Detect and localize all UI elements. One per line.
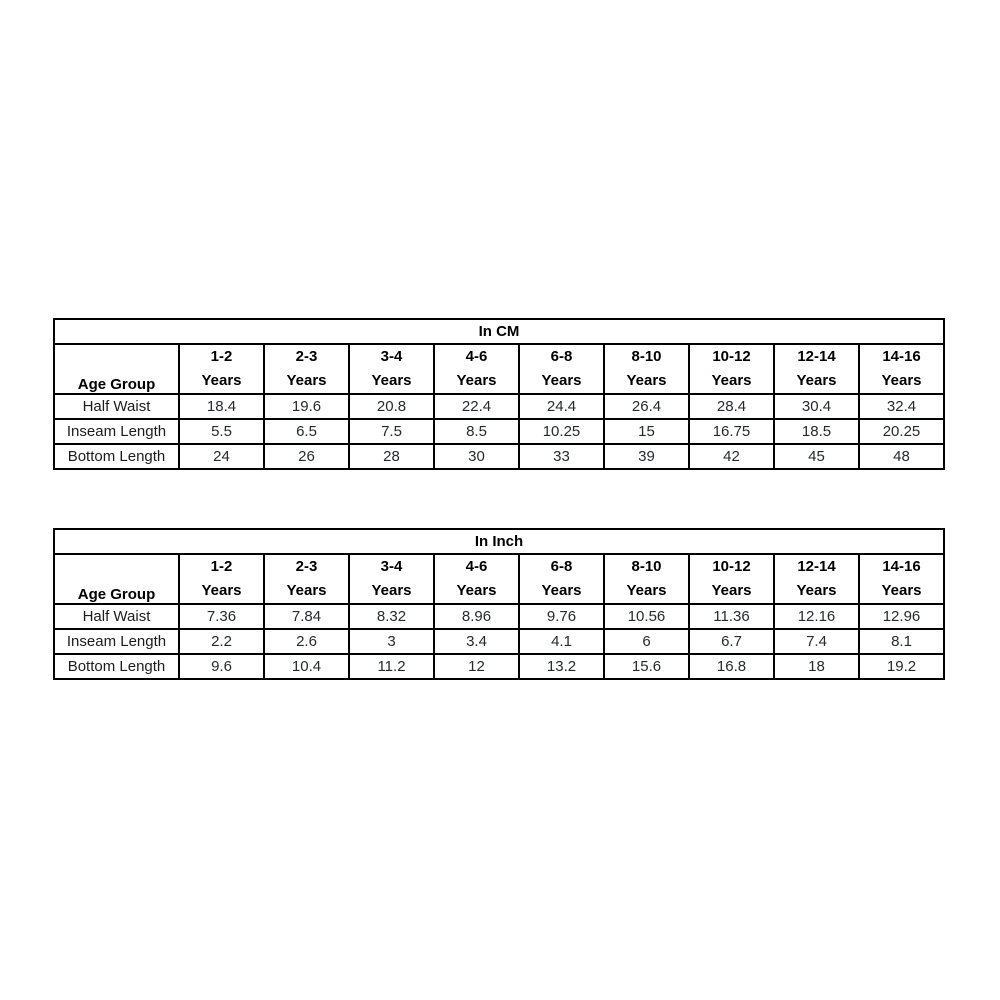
value-cell: 18 xyxy=(774,654,859,679)
column-header-range: 3-4 xyxy=(380,558,403,575)
column-header xyxy=(689,344,774,394)
column-header xyxy=(604,554,689,604)
value-cell: 10.4 xyxy=(264,654,349,679)
value-cell: 10.25 xyxy=(519,419,604,444)
value-cell: 48 xyxy=(859,444,944,469)
row-label: Half Waist xyxy=(54,394,179,419)
value-cell: 13.2 xyxy=(519,654,604,679)
value-cell: 9.6 xyxy=(179,654,264,679)
value-cell: 6.5 xyxy=(264,419,349,444)
value-cell: 33 xyxy=(519,444,604,469)
value-cell: 42 xyxy=(689,444,774,469)
column-header xyxy=(604,344,689,394)
corner-header: Age Group xyxy=(54,554,179,604)
value-cell: 20.8 xyxy=(349,394,434,419)
column-header-range: 3-4 xyxy=(380,348,403,365)
value-cell: 3.4 xyxy=(434,629,519,654)
column-header-range: 2-3 xyxy=(295,558,318,575)
column-header-range: 1-2 xyxy=(210,348,233,365)
value-cell: 8.32 xyxy=(349,604,434,629)
column-header-range: 12-14 xyxy=(797,558,836,575)
column-header-unit: Years xyxy=(796,372,837,389)
table-title-row xyxy=(54,319,944,344)
column-header-unit: Years xyxy=(711,372,752,389)
value-cell: 2.2 xyxy=(179,629,264,654)
column-header xyxy=(264,344,349,394)
column-header-unit: Years xyxy=(881,372,922,389)
size-table-inch xyxy=(53,528,945,680)
value-cell: 7.5 xyxy=(349,419,434,444)
table-row xyxy=(54,394,944,419)
column-header-unit: Years xyxy=(286,582,327,599)
value-cell: 3 xyxy=(349,629,434,654)
column-header-range: 6-8 xyxy=(550,348,573,365)
column-header xyxy=(519,554,604,604)
column-header xyxy=(434,554,519,604)
column-header-unit: Years xyxy=(201,582,242,599)
column-header-range: 14-16 xyxy=(882,558,921,575)
column-header-range: 10-12 xyxy=(712,558,751,575)
column-header-unit: Years xyxy=(796,582,837,599)
column-header-range: 14-16 xyxy=(882,348,921,365)
column-header-unit: Years xyxy=(626,372,667,389)
column-header xyxy=(519,344,604,394)
column-header xyxy=(179,554,264,604)
table-row xyxy=(54,444,944,469)
row-label: Bottom Length xyxy=(54,444,179,469)
column-header-range: 6-8 xyxy=(550,558,573,575)
value-cell: 26 xyxy=(264,444,349,469)
value-cell: 18.4 xyxy=(179,394,264,419)
value-cell: 6 xyxy=(604,629,689,654)
corner-header: Age Group xyxy=(54,344,179,394)
column-header-range: 2-3 xyxy=(295,348,318,365)
value-cell: 45 xyxy=(774,444,859,469)
size-table-cm xyxy=(53,318,945,470)
value-cell: 8.1 xyxy=(859,629,944,654)
table-header-row xyxy=(54,554,944,604)
value-cell: 8.96 xyxy=(434,604,519,629)
value-cell: 12 xyxy=(434,654,519,679)
table-row xyxy=(54,604,944,629)
value-cell: 20.25 xyxy=(859,419,944,444)
table-title-row xyxy=(54,529,944,554)
column-header-unit: Years xyxy=(626,582,667,599)
value-cell: 26.4 xyxy=(604,394,689,419)
value-cell: 12.16 xyxy=(774,604,859,629)
column-header xyxy=(859,344,944,394)
row-label: Half Waist xyxy=(54,604,179,629)
value-cell: 12.96 xyxy=(859,604,944,629)
value-cell: 30.4 xyxy=(774,394,859,419)
column-header-unit: Years xyxy=(371,582,412,599)
column-header xyxy=(434,344,519,394)
table-row xyxy=(54,654,944,679)
value-cell: 15.6 xyxy=(604,654,689,679)
value-cell: 16.8 xyxy=(689,654,774,679)
value-cell: 32.4 xyxy=(859,394,944,419)
column-header xyxy=(689,554,774,604)
column-header xyxy=(349,554,434,604)
column-header-unit: Years xyxy=(881,582,922,599)
value-cell: 39 xyxy=(604,444,689,469)
value-cell: 28 xyxy=(349,444,434,469)
value-cell: 11.2 xyxy=(349,654,434,679)
column-header-range: 10-12 xyxy=(712,348,751,365)
row-label: Bottom Length xyxy=(54,654,179,679)
column-header xyxy=(264,554,349,604)
value-cell: 19.6 xyxy=(264,394,349,419)
column-header-unit: Years xyxy=(201,372,242,389)
value-cell: 16.75 xyxy=(689,419,774,444)
value-cell: 7.84 xyxy=(264,604,349,629)
column-header-unit: Years xyxy=(541,372,582,389)
value-cell: 18.5 xyxy=(774,419,859,444)
value-cell: 19.2 xyxy=(859,654,944,679)
value-cell: 7.4 xyxy=(774,629,859,654)
column-header-range: 12-14 xyxy=(797,348,836,365)
table-title: In CM xyxy=(54,319,944,344)
value-cell: 4.1 xyxy=(519,629,604,654)
column-header-unit: Years xyxy=(371,372,412,389)
table-title: In Inch xyxy=(54,529,944,554)
column-header-range: 4-6 xyxy=(465,348,488,365)
column-header-range: 8-10 xyxy=(631,558,662,575)
column-header-unit: Years xyxy=(286,372,327,389)
value-cell: 7.36 xyxy=(179,604,264,629)
column-header-range: 1-2 xyxy=(210,558,233,575)
value-cell: 24 xyxy=(179,444,264,469)
value-cell: 24.4 xyxy=(519,394,604,419)
value-cell: 28.4 xyxy=(689,394,774,419)
column-header xyxy=(179,344,264,394)
value-cell: 30 xyxy=(434,444,519,469)
column-header-range: 8-10 xyxy=(631,348,662,365)
column-header-unit: Years xyxy=(711,582,752,599)
row-label: Inseam Length xyxy=(54,629,179,654)
column-header xyxy=(774,344,859,394)
column-header-range: 4-6 xyxy=(465,558,488,575)
value-cell: 2.6 xyxy=(264,629,349,654)
value-cell: 9.76 xyxy=(519,604,604,629)
row-label: Inseam Length xyxy=(54,419,179,444)
table-header-row xyxy=(54,344,944,394)
column-header xyxy=(774,554,859,604)
column-header-unit: Years xyxy=(456,372,497,389)
column-header-unit: Years xyxy=(541,582,582,599)
value-cell: 5.5 xyxy=(179,419,264,444)
value-cell: 15 xyxy=(604,419,689,444)
value-cell: 6.7 xyxy=(689,629,774,654)
column-header xyxy=(349,344,434,394)
value-cell: 10.56 xyxy=(604,604,689,629)
column-header-unit: Years xyxy=(456,582,497,599)
table-row xyxy=(54,629,944,654)
value-cell: 22.4 xyxy=(434,394,519,419)
value-cell: 8.5 xyxy=(434,419,519,444)
value-cell: 11.36 xyxy=(689,604,774,629)
table-row xyxy=(54,419,944,444)
column-header xyxy=(859,554,944,604)
